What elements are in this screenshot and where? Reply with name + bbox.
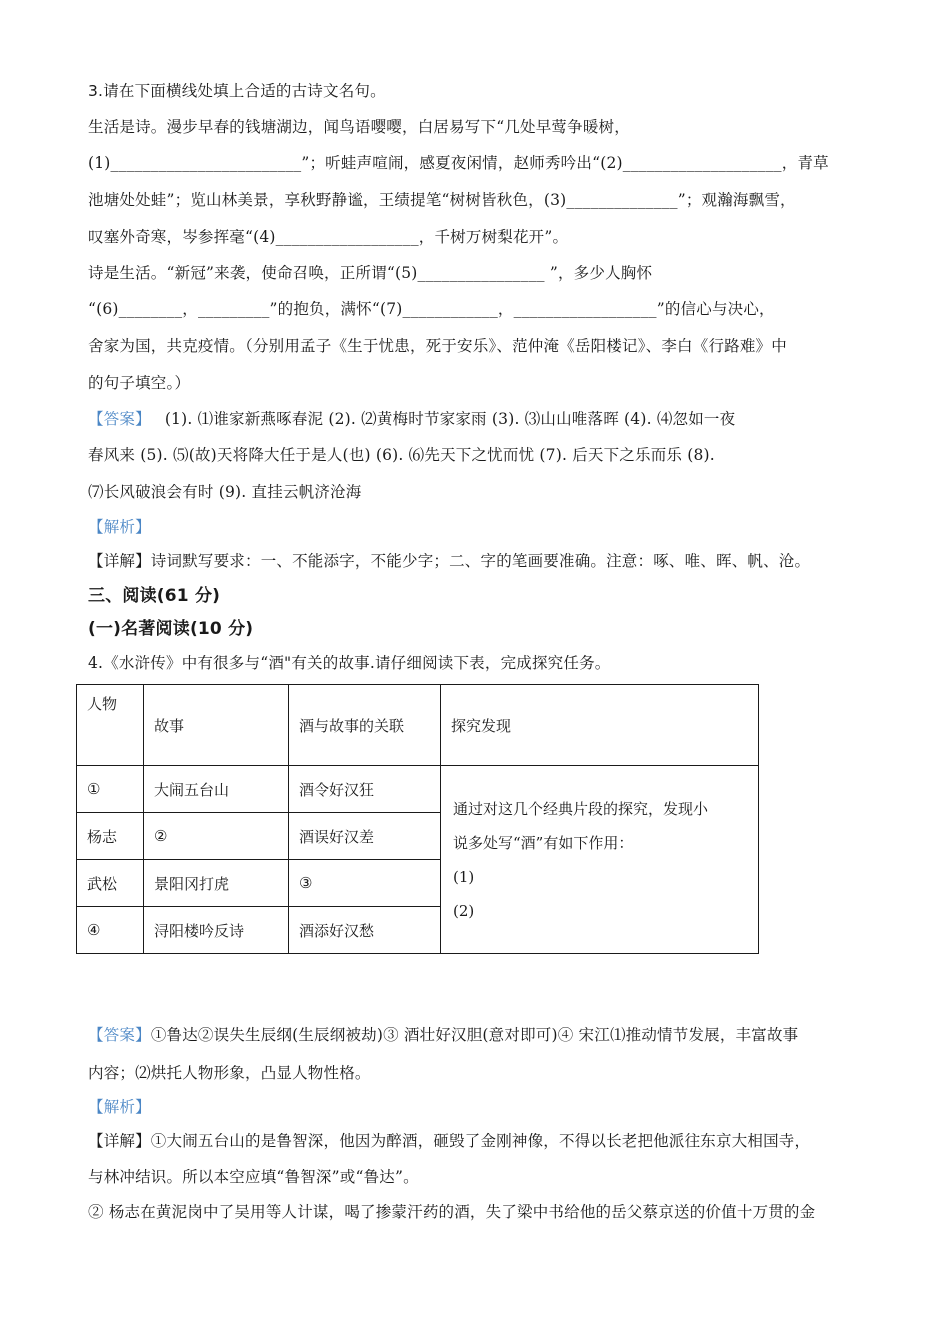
detail-text: ② 杨志在黄泥岗中了吴用等人计谋，喝了掺蒙汗药的酒，失了梁中书给他的岳父蔡京送的价值十万贯的金 — [88, 1203, 816, 1221]
answer-label: 【答案】 — [88, 1026, 151, 1044]
finding-line: (1) — [453, 867, 475, 886]
answer-text-line: 春风来 (5). ⑸(故)天将降大任于是人(也) (6). ⑹先天下之忧而忧 (7). 后天下之乐而乐 (8). — [88, 446, 715, 464]
section-heading: 三、阅读(61 分) — [88, 586, 221, 606]
table-cell: 杨志 — [77, 813, 144, 860]
subsection-heading: (一)名著阅读(10 分) — [88, 619, 254, 639]
question-3-text-line: 叹塞外奇寒，岑参挥毫“(4)__________________，千树万树梨花开”。 — [88, 228, 569, 246]
finding-cell — [441, 766, 759, 954]
answer-text-line: 内容；⑵烘托人物形象，凸显人物性格。 — [88, 1064, 371, 1082]
answer-text-line: ⑺长风破浪会有时 (9). 直挂云帆济沧海 — [88, 483, 362, 501]
question-3-text-line: 生活是诗。漫步早春的钱塘湖边，闻鸟语嘤嘤，白居易写下“几处早莺争暖树， — [88, 118, 630, 136]
question-3-text-line: (1)________________________”；听蛙声喧闹，感夏夜闲情，赵师秀吟出“(2)____________________，青草 — [88, 154, 829, 172]
finding-line: 说多处写“酒”有如下作用： — [453, 833, 634, 852]
question-3-title: 3.请在下面横线处填上合适的古诗文名句。 — [88, 82, 386, 100]
answer-block — [88, 1024, 798, 1046]
inquiry-table — [76, 684, 759, 954]
question-3-text-line: 诗是生活。“新冠”来袭，使命召唤，正所谓“(5)________________ ”，多少人胸怀 — [88, 264, 653, 282]
answer-text: ①鲁达②误失生辰纲(生辰纲被劫)③ 酒壮好汉胆(意对即可)④ 宋江⑴推动情节发展，丰富故事 — [150, 1026, 799, 1044]
answer-block — [88, 408, 735, 430]
analysis-label: 【解析】 — [88, 518, 151, 536]
question-3-text-line: 舍家为国，共克疫情。（分别用孟子《生于忧患，死于安乐》、范仲淹《岳阳楼记》、李白《行路难》中 — [88, 337, 787, 355]
question-3-text-line: 池塘处处蛙”；览山林美景，享秋野静谧，王绩提笔“树树皆秋色，(3)______________”；观瀚海飘雪， — [88, 191, 796, 209]
table-cell: 大闹五台山 — [144, 766, 289, 813]
question-4-title: 4.《水浒传》中有很多与“酒"有关的故事.请仔细阅读下表，完成探究任务。 — [88, 654, 611, 672]
table-row — [77, 766, 759, 813]
table-cell: 酒添好汉愁 — [289, 907, 441, 954]
detail-text: 与林冲结识。所以本空应填“鲁智深”或“鲁达”。 — [88, 1168, 419, 1186]
table-cell: ④ — [77, 907, 144, 954]
table-cell: 景阳冈打虎 — [144, 860, 289, 907]
table-header-cell: 酒与故事的关联 — [289, 685, 441, 766]
detail-text: 【详解】诗词默写要求：一、不能添字，不能少字；二、字的笔画要准确。注意：啄、唯、晖、帆、沧。 — [88, 552, 811, 570]
table-header-cell: 探究发现 — [441, 685, 759, 766]
table-cell: ① — [77, 766, 144, 813]
table-cell: 酒令好汉狂 — [289, 766, 441, 813]
finding-line: 通过对这几个经典片段的探究，发现小 — [453, 799, 709, 818]
detail-text: 【详解】①大闹五台山的是鲁智深，他因为醉酒，砸毁了金刚神像，不得以长老把他派往东京大相国寺， — [88, 1132, 811, 1150]
question-3-text-line: “(6)________，_________”的抱负，满怀“(7)____________，__________________”的信心与决心， — [88, 300, 775, 318]
table-header-cell: 人物 — [77, 685, 144, 766]
table-cell: 浔阳楼吟反诗 — [144, 907, 289, 954]
table-cell: 酒误好汉差 — [289, 813, 441, 860]
table-header-row — [77, 685, 759, 766]
analysis-label: 【解析】 — [88, 1098, 151, 1116]
question-3-text-line: 的句子填空。） — [88, 374, 191, 392]
finding-line: (2) — [453, 901, 475, 920]
table-cell: ② — [144, 813, 289, 860]
table-header-cell: 故事 — [144, 685, 289, 766]
answer-label: 【答案】 — [88, 410, 151, 428]
answer-text: (1). ⑴谁家新燕啄春泥 (2). ⑵黄梅时节家家雨 (3). ⑶山山唯落晖 (4). ⑷忽如一夜 — [164, 410, 736, 428]
table-cell: 武松 — [77, 860, 144, 907]
table-cell: ③ — [289, 860, 441, 907]
